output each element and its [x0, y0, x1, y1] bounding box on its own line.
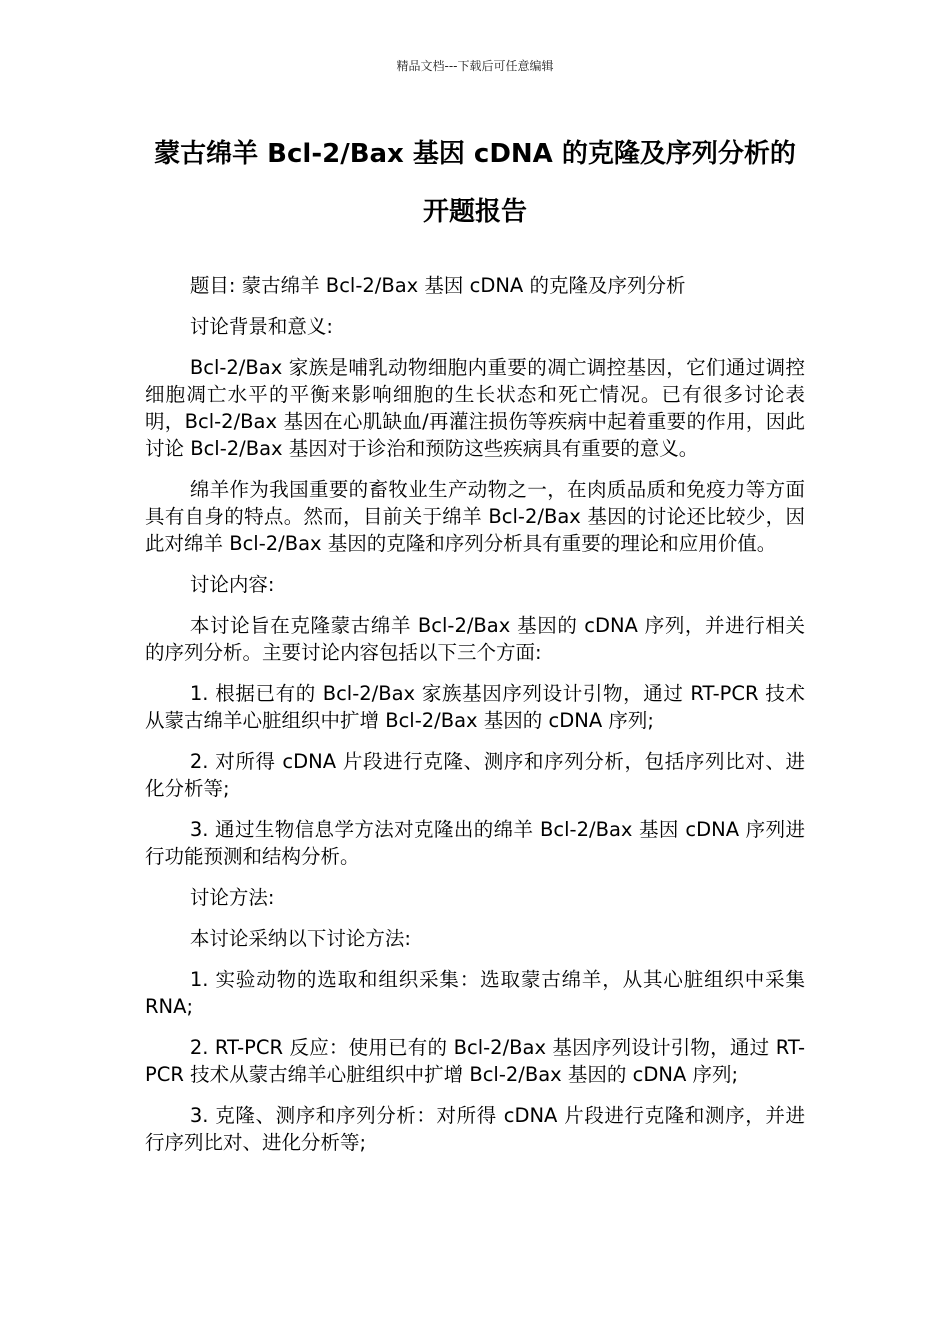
- content-item-1: 1. 根据已有的 Bcl-2/Bax 家族基因序列设计引物，通过 RT-PCR 技术从蒙古绵羊心脏组织中扩增 Bcl-2/Bax 基因的 cDNA 序列;: [145, 682, 805, 732]
- background-heading: 讨论背景和意义:: [189, 315, 333, 338]
- methods-item-1: 1. 实验动物的选取和组织采集：选取蒙古绵羊，从其心脏组织中采集 RNA;: [145, 968, 805, 1018]
- methods-heading: 讨论方法:: [189, 886, 275, 909]
- document-title-line-1: 蒙古绵羊 Bcl-2/Bax 基因 cDNA 的克隆及序列分析的: [154, 139, 796, 169]
- methods-item-3: 3. 克隆、测序和序列分析：对所得 cDNA 片段进行克隆和测序，并进行序列比对、进化分析等;: [145, 1104, 805, 1154]
- content-intro: 本讨论旨在克隆蒙古绵羊 Bcl-2/Bax 基因的 cDNA 序列，并进行相关的序列分析。主要讨论内容包括以下三个方面:: [145, 614, 805, 664]
- document-body: [145, 272, 805, 1170]
- methods-item-2: 2. RT-PCR 反应：使用已有的 Bcl-2/Bax 基因序列设计引物，通过 RT-PCR 技术从蒙古绵羊心脏组织中扩增 Bcl-2/Bax 基因的 cDNA 序列;: [145, 1036, 805, 1086]
- document-title-line-2: 开题报告: [422, 197, 527, 227]
- topic-line: 题目: 蒙古绵羊 Bcl-2/Bax 基因 cDNA 的克隆及序列分析: [189, 274, 686, 297]
- methods-intro: 本讨论采纳以下讨论方法:: [189, 927, 411, 950]
- header-note: 精品文档---下载后可任意编辑: [396, 59, 554, 73]
- content-heading: 讨论内容:: [189, 573, 275, 596]
- content-item-3: 3. 通过生物信息学方法对克隆出的绵羊 Bcl-2/Bax 基因 cDNA 序列进行功能预测和结构分析。: [145, 818, 805, 868]
- background-paragraph-2: 绵羊作为我国重要的畜牧业生产动物之一，在肉质品质和免疫力等方面具有自身的特点。然而，目前关于绵羊 Bcl-2/Bax 基因的讨论还比较少，因此对绵羊 Bcl-2/Bax 基因的克隆和序列分析具有重要的理论和应用价值。: [145, 478, 805, 555]
- content-item-2: 2. 对所得 cDNA 片段进行克隆、测序和序列分析，包括序列比对、进化分析等;: [145, 750, 805, 800]
- background-paragraph-1: Bcl-2/Bax 家族是哺乳动物细胞内重要的凋亡调控基因，它们通过调控细胞凋亡水平的平衡来影响细胞的生长状态和死亡情况。已有很多讨论表明，Bcl-2/Bax 基因在心肌缺血/再灌注损伤等疾病中起着重要的作用，因此讨论 Bcl-2/Bax 基因对于诊治和预防这些疾病具有重要的意义。: [145, 356, 805, 460]
